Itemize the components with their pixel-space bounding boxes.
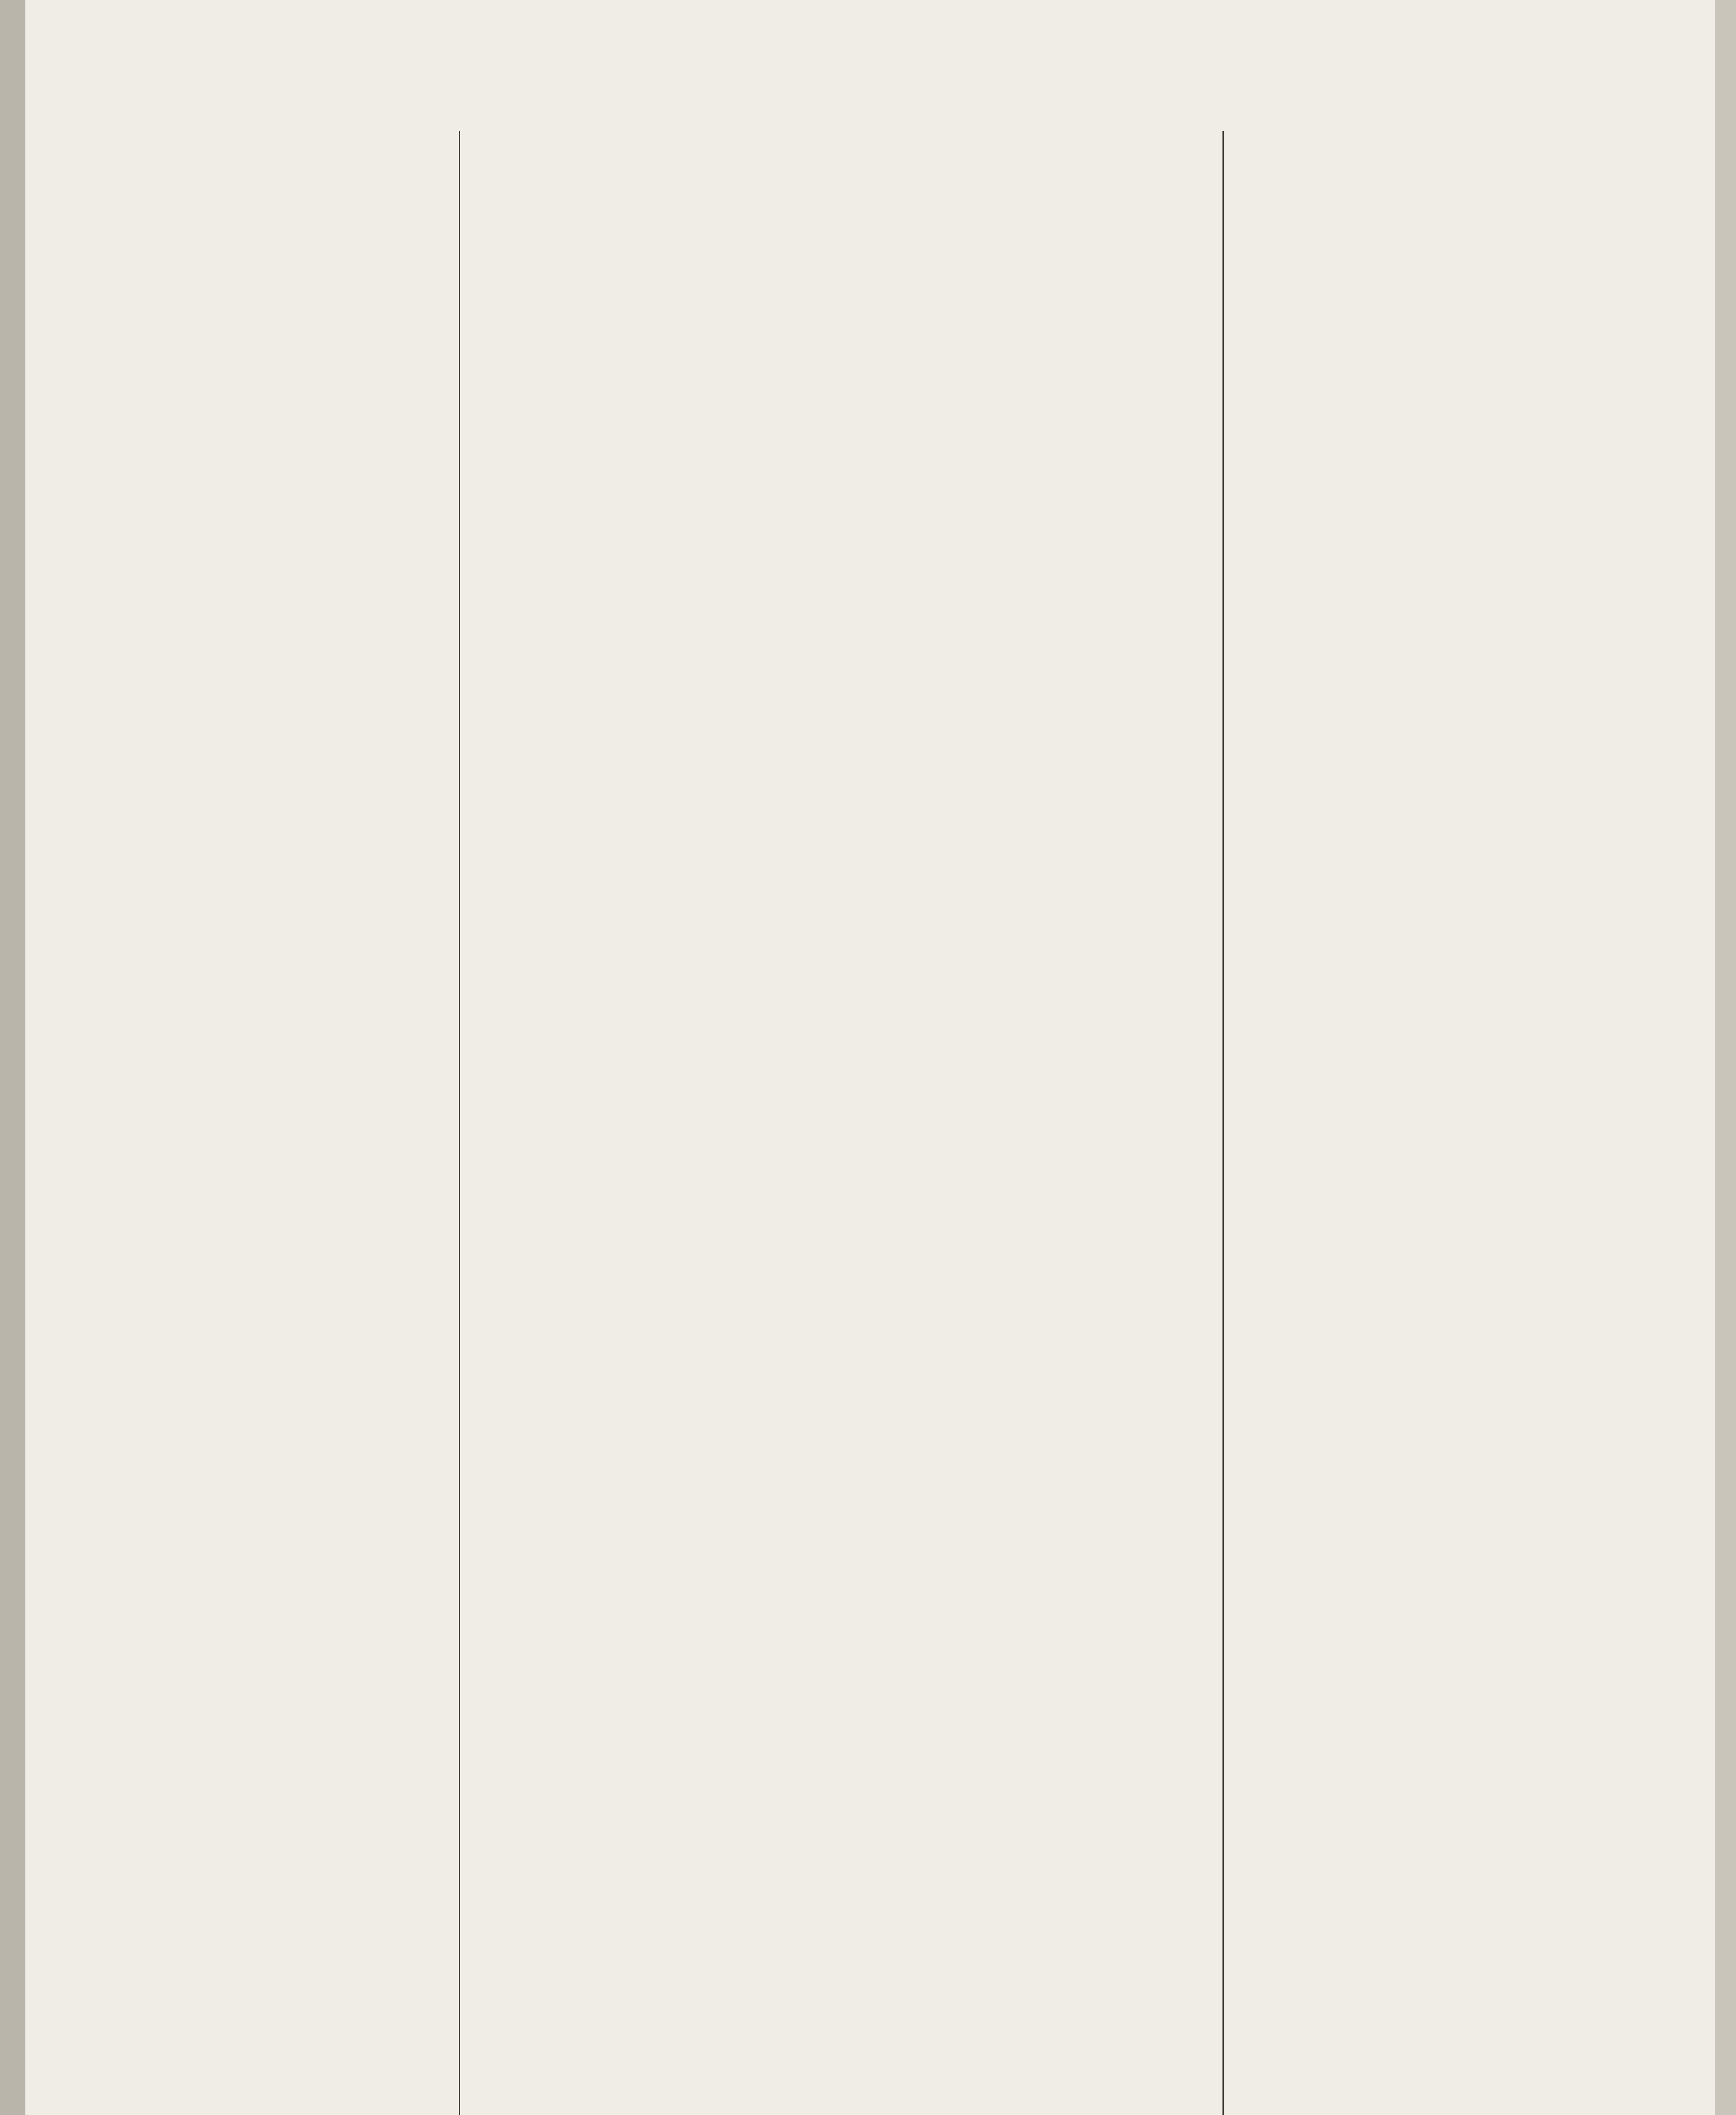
column-left [63, 127, 457, 2115]
column-center [465, 127, 1227, 2115]
page-edge-left [0, 0, 25, 2115]
page-edge-right [1715, 0, 1736, 2115]
column-rule-1 [459, 131, 460, 2115]
column-right [1227, 127, 1633, 2115]
